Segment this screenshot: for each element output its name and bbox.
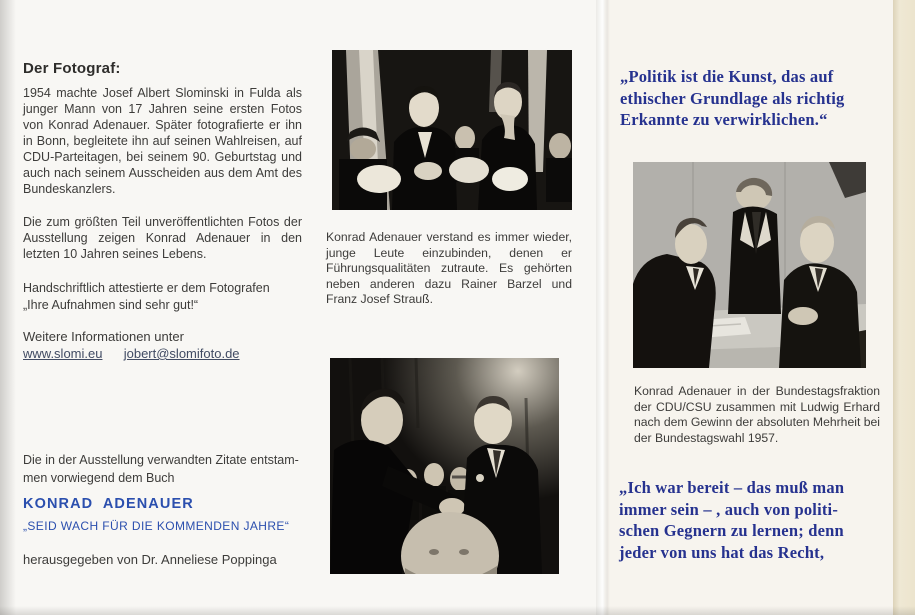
photo-strauss-adenauer-erhard bbox=[330, 358, 559, 574]
exhibition-paragraph: Die zum größten Teil unveröffentlichten Fotos der Ausstellung zeigen Konrad Adenauer in den letzten 10 Jahren seines Lebens. bbox=[23, 215, 302, 261]
photographer-bio-paragraph: 1954 machte Josef Albert Slominski in Fulda als junger Mann von 17 Jahren seine ersten Fotos von Konrad Adenauer. Später fotografierte er ihn in Bonn, begleitete ihn auf seinen Wahlreisen, auf CDU-Parteitagen, bei seinem 90. Geburtstag und auch nach seinem Ausscheiden aus dem Amt des Bundeskanzlers. bbox=[23, 86, 302, 196]
politik-quote bbox=[620, 66, 845, 131]
ich-war-bereit-quote bbox=[619, 477, 844, 564]
ich-war-bereit-quote-line-3: schen Gegnern zu lernen; denn bbox=[619, 521, 844, 541]
book-title: KONRAD ADENAUER bbox=[23, 496, 194, 512]
photo-adenauer-erhard-signing-image bbox=[633, 162, 866, 368]
politik-quote-line-3: Erkannte zu verwirklichen.“ bbox=[620, 110, 828, 130]
website-link[interactable]: www.slomi.eu bbox=[23, 346, 103, 361]
attestation-paragraph bbox=[23, 280, 313, 314]
contact-links-row bbox=[23, 346, 240, 361]
email-link[interactable]: jobert@slomifoto.de bbox=[123, 346, 240, 361]
page-fold-crease bbox=[596, 0, 610, 615]
attestation-line-2: „Ihre Aufnahmen sind sehr gut!“ bbox=[23, 298, 199, 312]
quotes-source-line-2: men vorwiegend dem Buch bbox=[23, 470, 175, 485]
photo-adenauer-erhard-signing bbox=[633, 162, 866, 368]
book-subtitle: „SEID WACH FÜR DIE KOMMENDEN JAHRE“ bbox=[23, 519, 290, 533]
photographer-heading: Der Fotograf: bbox=[23, 60, 121, 77]
attestation-line-1: Handschriftlich attestierte er dem Fotografen bbox=[23, 281, 270, 295]
photo-strauss-adenauer-erhard-image bbox=[330, 358, 559, 574]
scan-right-edge-strip bbox=[893, 0, 915, 615]
photo-adenauer-party-congress-image bbox=[332, 50, 572, 210]
right-photo-caption: Konrad Adenauer in der Bundestagsfraktion der CDU/CSU zusammen mit Ludwig Erhard nach dem Gewinn der absoluten Mehrheit bei der Bundestagswahl 1957. bbox=[634, 384, 880, 445]
scan-bottom-edge-shadow bbox=[0, 606, 915, 615]
ich-war-bereit-quote-line-2: immer sein – , auch von politi- bbox=[619, 499, 839, 519]
more-info-label: Weitere Informationen unter bbox=[23, 329, 184, 344]
scan-left-edge-shadow bbox=[0, 0, 16, 615]
ich-war-bereit-quote-line-1: „Ich war bereit – das muß man bbox=[619, 478, 845, 497]
photo-adenauer-party-congress bbox=[332, 50, 572, 210]
quotes-source-line-1: Die in der Ausstellung verwandten Zitate entstam- bbox=[23, 453, 299, 467]
middle-photo-caption: Konrad Adenauer verstand es immer wieder, junge Leute einzubinden, denen er Führungsqualitäten zutraute. Es gehörten neben anderen dazu Rainer Barzel und Franz Josef Strauß. bbox=[326, 230, 572, 307]
quotes-source-paragraph bbox=[23, 452, 323, 487]
ich-war-bereit-quote-line-4: jeder von uns hat das Recht, bbox=[619, 543, 825, 563]
editor-line: herausgegeben von Dr. Anneliese Poppinga bbox=[23, 552, 277, 567]
politik-quote-line-1: „Politik ist die Kunst, das auf bbox=[620, 67, 834, 86]
politik-quote-line-2: ethischer Grundlage als richtig bbox=[620, 88, 845, 108]
